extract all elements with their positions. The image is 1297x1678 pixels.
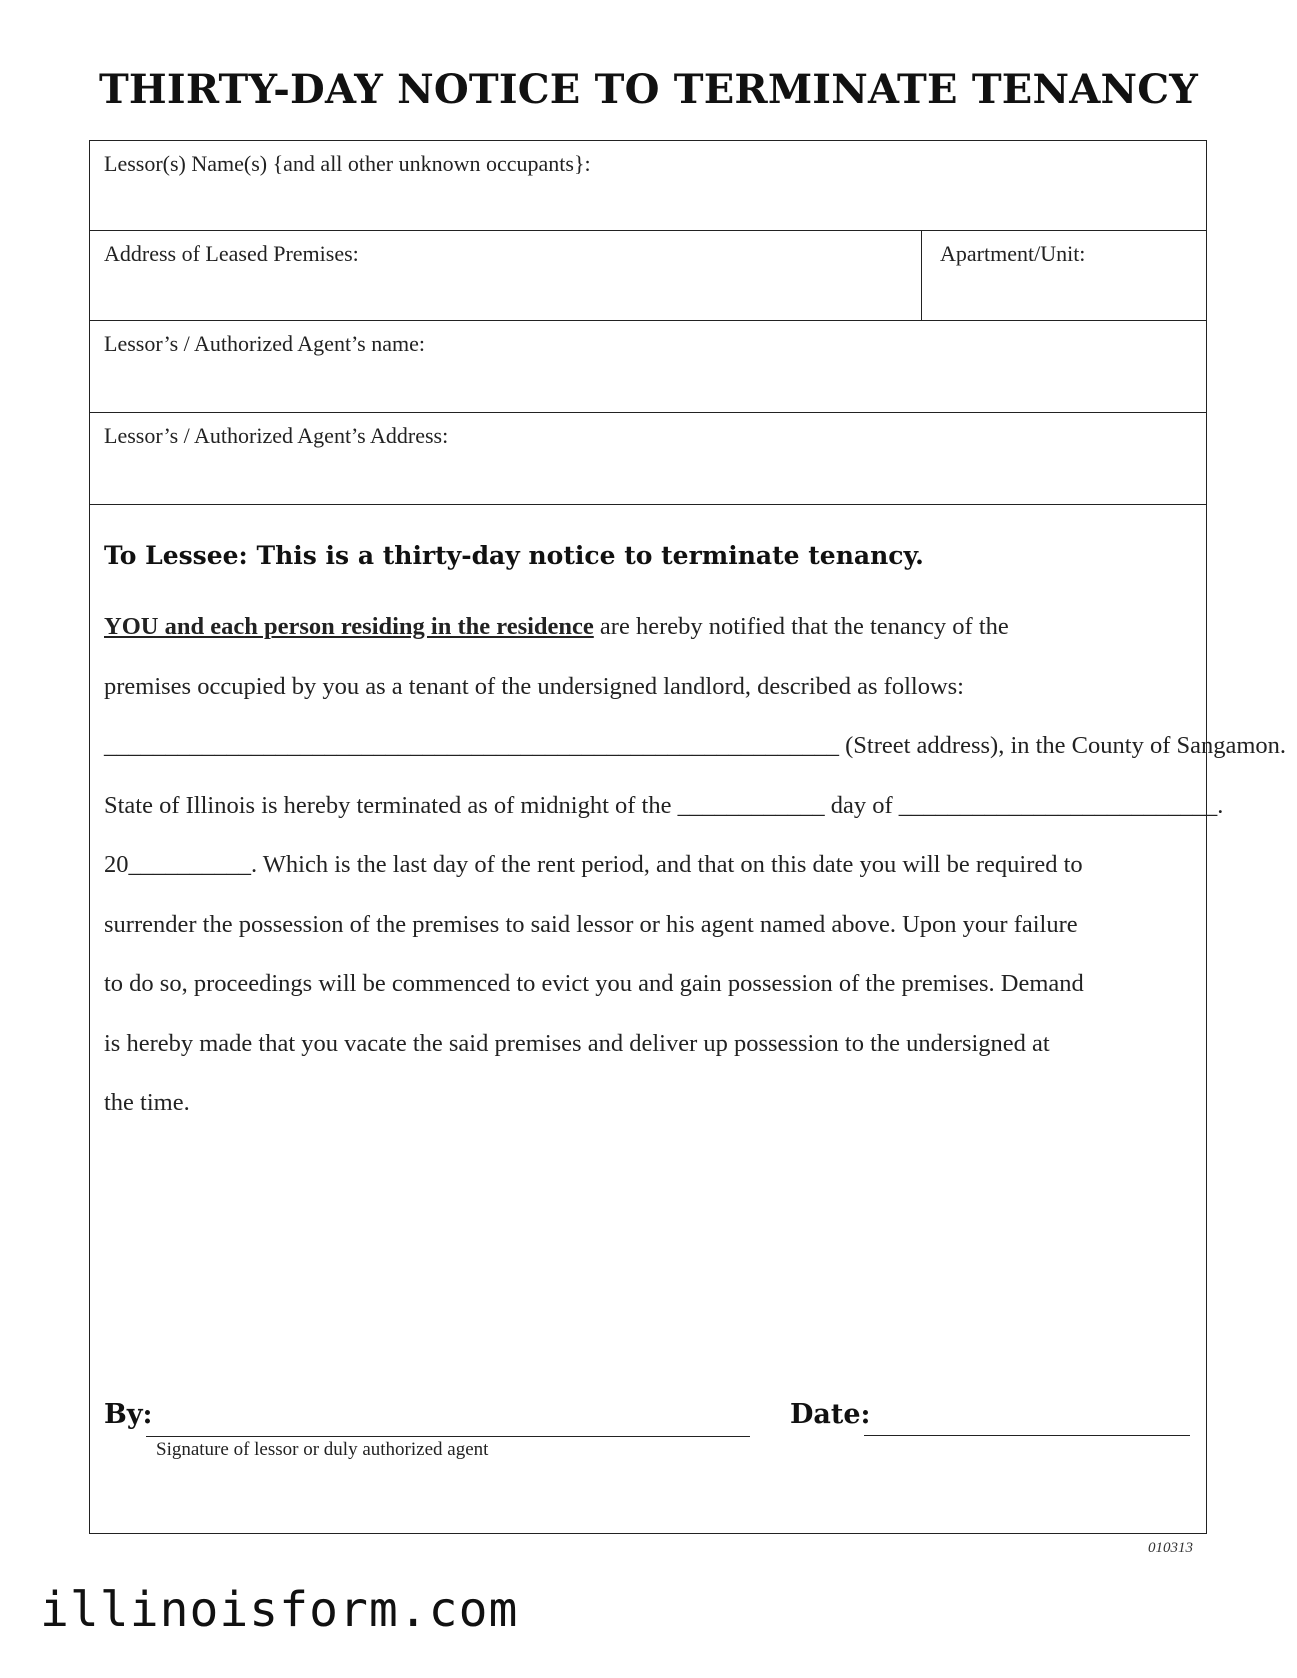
agent-name-row[interactable]	[90, 321, 1206, 413]
notice-line-8: is hereby made that you vacate the said premises and deliver up possession to the undersigned at	[104, 1029, 1050, 1057]
notice-line-4[interactable]: State of Illinois is hereby terminated as of midnight of the ____________ day of __________________________.	[104, 791, 1224, 819]
notice-line-5[interactable]: 20__________. Which is the last day of the rent period, and that on this date you will be required to	[104, 851, 1083, 878]
agent-address-label: Lessor’s / Authorized Agent’s Address:	[104, 423, 449, 448]
notice-line-1	[104, 597, 1194, 657]
date-line[interactable]	[864, 1435, 1190, 1436]
notice-line-2: premises occupied by you as a tenant of the undersigned landlord, described as follows:	[104, 672, 964, 700]
lessor-names-row[interactable]	[90, 141, 1206, 231]
column-divider	[921, 231, 922, 320]
signature-line[interactable]	[146, 1436, 750, 1437]
apartment-label: Apartment/Unit:	[940, 241, 1086, 266]
page-title: THIRTY-DAY NOTICE TO TERMINATE TENANCY	[98, 66, 1199, 113]
agent-name-label: Lessor’s / Authorized Agent’s name:	[104, 331, 425, 356]
lessor-names-label: Lessor(s) Name(s) {and all other unknown occupants}:	[104, 151, 591, 176]
notice-lead: To Lessee: This is a thirty-day notice to terminate tenancy.	[104, 541, 924, 570]
form-code: 010313	[1148, 1540, 1193, 1556]
address-label: Address of Leased Premises:	[104, 241, 359, 266]
notice-emphasis: YOU and each person residing in the residence	[104, 613, 594, 640]
notice-line-3[interactable]: ____________________________________________________________ (Street address), in the County of Sangamon.	[104, 732, 1287, 759]
date-label: Date:	[790, 1399, 871, 1430]
signature-caption: Signature of lessor or duly authorized agent	[156, 1439, 489, 1460]
signature-by-label: By:	[104, 1399, 153, 1430]
notice-form	[89, 140, 1287, 1534]
notice-paragraph	[104, 597, 1287, 1133]
notice-line-7: to do so, proceedings will be commenced to evict you and gain possession of the premises. Demand	[104, 970, 1084, 997]
notice-line-1-rest: are hereby notified that the tenancy of the	[593, 613, 1009, 640]
notice-line-9: the time.	[104, 1089, 190, 1116]
site-watermark: illinoisform.com	[40, 1582, 519, 1638]
notice-line-6: surrender the possession of the premises to said lessor or his agent named above. Upon your failure	[104, 910, 1078, 938]
agent-address-row[interactable]	[90, 413, 1206, 505]
address-row	[90, 231, 1206, 321]
